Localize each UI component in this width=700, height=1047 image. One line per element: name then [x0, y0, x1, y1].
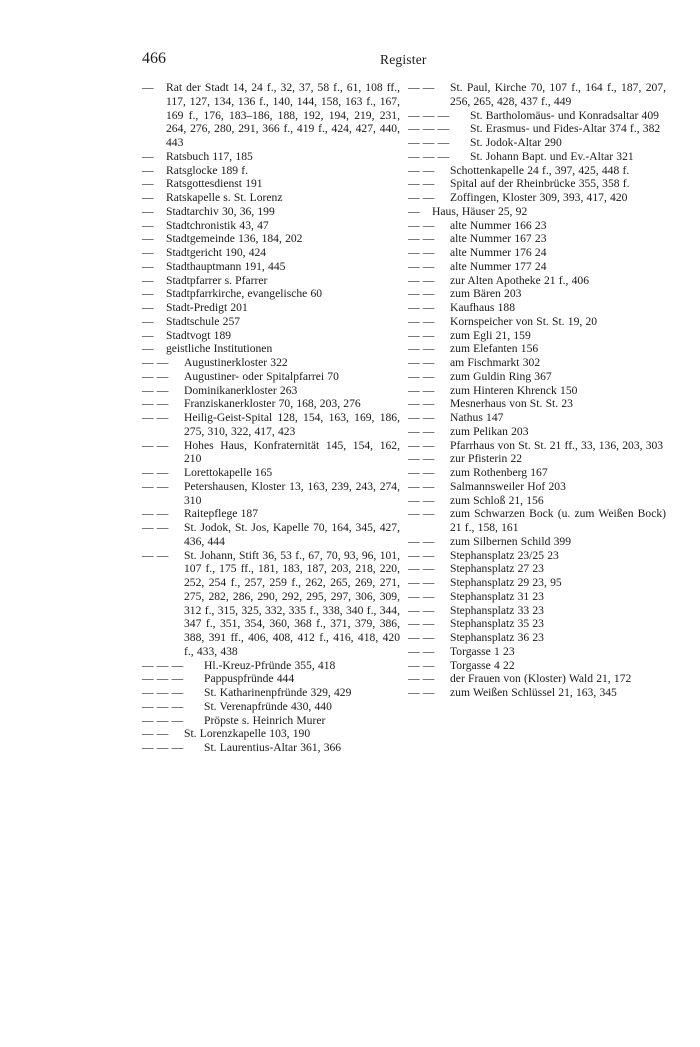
- level-dash: [408, 122, 449, 136]
- index-entry: [142, 466, 400, 480]
- index-entry-text: Stadtpfarrer s. Pfarrer: [166, 273, 268, 287]
- level-dash: [142, 411, 168, 425]
- index-entry-text: St. Johann, Stift 36, 53 f., 67, 70, 93, 96, 101, 107 f., 175 ff., 181, 183, 187, 203, 218, 220, 252, 254 f., 257, 259 f., 262, 265, 269, 271, 275, 282, 286, 290, 292, 295, 297, 306, 309, 312 f., 315, 325, 332, 335 f., 338, 340 f., 344, 347 f., 351, 354, 360, 368 f., 371, 379, 386, 388, 391 ff., 406, 408, 412 f., 416, 418, 420 f., 433, 438: [184, 548, 400, 658]
- level-dash: [408, 672, 434, 686]
- index-entry-text: Nathus 147: [450, 411, 504, 424]
- index-entry-text: Ratsbuch 117, 185: [166, 149, 253, 163]
- level-dash: [142, 232, 154, 246]
- index-entry-text: alte Nummer 177 24: [450, 259, 547, 273]
- index-entry: [142, 397, 400, 411]
- index-entry: [408, 480, 666, 494]
- level-dash: [142, 741, 183, 755]
- level-dash: [142, 301, 154, 315]
- index-entry: [142, 672, 400, 686]
- index-entry: [408, 191, 666, 205]
- level-dash: [408, 590, 434, 604]
- index-entry-text: Mesnerhaus von St. St. 23: [450, 397, 573, 411]
- index-entry-text: Lorettokapelle 165: [184, 466, 273, 479]
- level-dash: [408, 452, 434, 466]
- index-entry-text: zum Silbernen Schild 399: [450, 534, 572, 548]
- index-entry: [142, 700, 400, 714]
- index-entry-text: St. Paul, Kirche 70, 107 f., 164 f., 187, 207, 256, 265, 428, 437 f., 449: [450, 81, 666, 108]
- page-number: 466: [142, 50, 166, 67]
- index-entry: [142, 741, 400, 755]
- level-dash: [408, 397, 434, 411]
- level-dash: [408, 301, 434, 315]
- level-dash: [142, 672, 183, 686]
- index-entry-text: zum Schwarzen Bock (u. zum Weißen Bock) 21 f., 158, 161: [450, 507, 666, 534]
- index-entry-text: Stadtarchiv 30, 36, 199: [166, 204, 275, 218]
- index-entry-text: Stadtschule 257: [166, 314, 241, 328]
- level-dash: [408, 246, 434, 260]
- level-dash: [142, 397, 168, 411]
- index-entry-text: Haus, Häuser 25, 92: [432, 204, 528, 218]
- level-dash: [408, 136, 449, 150]
- index-entry: [408, 494, 666, 508]
- index-entry: [408, 246, 666, 260]
- level-dash: [142, 507, 168, 521]
- level-dash: [408, 659, 434, 673]
- level-dash: [408, 370, 434, 384]
- index-entry-text: zum Pelikan 203: [450, 424, 529, 438]
- index-entry: [142, 260, 400, 274]
- index-entry: [408, 136, 666, 150]
- index-entry-text: geistliche Institutionen: [166, 342, 273, 356]
- level-dash: [408, 260, 434, 274]
- index-entry: [408, 645, 666, 659]
- index-entry: [408, 562, 666, 576]
- index-entry-text: Augustiner- oder Spitalpfarrei 70: [184, 369, 339, 383]
- level-dash: [408, 645, 434, 659]
- level-dash: [142, 549, 168, 563]
- level-dash: [142, 370, 168, 384]
- index-entry: [142, 301, 400, 315]
- index-entry-text: St. Johann Bapt. und Ev.-Altar 321: [470, 149, 634, 163]
- index-entry: [142, 81, 400, 150]
- index-entry-text: Stephansplatz 36 23: [450, 631, 544, 644]
- level-dash: [408, 356, 434, 370]
- level-dash: [408, 507, 434, 521]
- index-entry-text: Ratskapelle s. St. Lorenz: [166, 191, 283, 204]
- index-entry: [142, 714, 400, 728]
- index-entry: [408, 287, 666, 301]
- level-dash: [142, 287, 154, 301]
- index-entry-text: Hohes Haus, Konfraternität 145, 154, 162, 210: [184, 438, 400, 466]
- index-entry-text: Petershausen, Kloster 13, 163, 239, 243, 274, 310: [184, 479, 400, 507]
- level-dash: [408, 535, 434, 549]
- index-entry-text: St. Erasmus- und Fides-Altar 374 f., 382: [470, 122, 661, 136]
- level-dash: [142, 219, 154, 233]
- level-dash: [142, 329, 154, 343]
- index-entry: [142, 287, 400, 301]
- level-dash: [142, 727, 168, 741]
- index-entry: [408, 150, 666, 164]
- level-dash: [408, 494, 434, 508]
- index-entry-text: Augustinerkloster 322: [184, 356, 288, 369]
- level-dash: [408, 549, 434, 563]
- index-entry: [142, 480, 400, 508]
- index-entry: [142, 549, 400, 659]
- level-dash: [408, 164, 434, 178]
- level-dash: [142, 260, 154, 274]
- index-entry-text: der Frauen von (Kloster) Wald 21, 172: [450, 672, 632, 686]
- index-entry: [142, 384, 400, 398]
- level-dash: [408, 425, 434, 439]
- index-entry: [408, 177, 666, 191]
- index-entry-text: Pappuspfründe 444: [204, 672, 295, 686]
- level-dash: [408, 315, 434, 329]
- index-entry-text: Stadthauptmann 191, 445: [166, 259, 286, 273]
- level-dash: [142, 356, 168, 370]
- index-entry-text: Stephansplatz 31 23: [450, 589, 544, 603]
- level-dash: [142, 686, 183, 700]
- level-dash: [408, 274, 434, 288]
- level-dash: [142, 659, 183, 673]
- index-entry-text: Stadtchronistik 43, 47: [166, 218, 269, 232]
- index-entry: [408, 232, 666, 246]
- index-entry-text: St. Lorenzkapelle 103, 190: [184, 727, 311, 741]
- level-dash: [408, 617, 434, 631]
- index-entry-text: zum Egli 21, 159: [450, 328, 531, 342]
- index-entry: [142, 507, 400, 521]
- index-entry: [408, 397, 666, 411]
- level-dash: [142, 466, 168, 480]
- level-dash: [408, 219, 434, 233]
- index-entry-text: zum Rothenberg 167: [450, 466, 548, 479]
- level-dash: [408, 604, 434, 618]
- index-entry-text: Torgasse 1 23: [450, 644, 515, 658]
- index-entry: [142, 177, 400, 191]
- index-entry-text: St. Katharinenpfründe 329, 429: [204, 686, 352, 699]
- index-entry: [408, 466, 666, 480]
- index-entry-text: St. Jodok, St. Jos, Kapelle 70, 164, 345, 427, 436, 444: [184, 521, 400, 548]
- index-entry-text: Stadtvogt 189: [166, 328, 232, 342]
- index-entry-text: Raitepflege 187: [184, 507, 259, 521]
- index-entry: [142, 219, 400, 233]
- index-entry-text: Kaufhaus 188: [450, 301, 516, 314]
- level-dash: [142, 205, 154, 219]
- level-dash: [142, 164, 154, 178]
- level-dash: [408, 342, 434, 356]
- index-entry: [408, 315, 666, 329]
- level-dash: [142, 342, 154, 356]
- level-dash: [408, 150, 449, 164]
- index-entry-text: Ratsglocke 189 f.: [166, 163, 249, 177]
- level-dash: [142, 81, 154, 95]
- index-entry: [408, 617, 666, 631]
- index-entry-text: Stadtgemeinde 136, 184, 202: [166, 232, 303, 246]
- level-dash: [142, 315, 154, 329]
- index-entry-text: Schottenkapelle 24 f., 397, 425, 448 f.: [450, 163, 630, 177]
- index-entry: [142, 329, 400, 343]
- index-entry-text: Rat der Stadt 14, 24 f., 32, 37, 58 f., 61, 108 ff., 117, 127, 134, 136 f., 140, 144, 158, 163 f., 167, 169 f., 176, 183–186, 188, 192, 194, 219, 231, 264, 276, 280, 291, 366 f., 419 f., 424, 427, 440, 443: [166, 81, 400, 149]
- index-entry: [142, 521, 400, 549]
- index-entry-text: Torgasse 4 22: [450, 658, 515, 672]
- index-entry-text: St. Laurentius-Altar 361, 366: [204, 741, 342, 754]
- index-entry-text: zum Elefanten 156: [450, 342, 539, 356]
- level-dash: [408, 287, 434, 301]
- index-entry: [142, 342, 400, 356]
- index-entry: [408, 370, 666, 384]
- index-entry-text: zum Hinteren Khrenck 150: [450, 383, 578, 397]
- level-dash: [408, 411, 434, 425]
- index-entry: [408, 549, 666, 563]
- index-entry: [408, 122, 666, 136]
- index-entry: [142, 356, 400, 370]
- level-dash: [142, 439, 168, 453]
- index-entry-text: St. Verenapfründe 430, 440: [204, 699, 332, 713]
- index-entry: [408, 631, 666, 645]
- index-entry-text: alte Nummer 166 23: [450, 218, 547, 232]
- level-dash: [142, 177, 154, 191]
- index-entry-text: am Fischmarkt 302: [450, 356, 541, 369]
- level-dash: [408, 177, 434, 191]
- index-entry: [408, 219, 666, 233]
- level-dash: [408, 384, 434, 398]
- level-dash: [408, 631, 434, 645]
- index-entry-text: alte Nummer 167 23: [450, 232, 547, 246]
- level-dash: [142, 384, 168, 398]
- index-entry-text: Kornspeicher von St. St. 19, 20: [450, 314, 598, 328]
- index-entry-text: Pfarrhaus von St. St. 21 ff., 33, 136, 203, 303: [450, 438, 664, 452]
- running-head: Register: [380, 52, 427, 67]
- index-entry-text: Zoffingen, Kloster 309, 393, 417, 420: [450, 191, 628, 204]
- index-entry: [408, 604, 666, 618]
- index-entry-text: Stadtgericht 190, 424: [166, 246, 267, 259]
- index-entry: [408, 439, 666, 453]
- index-column-left: [142, 81, 400, 755]
- level-dash: [408, 439, 434, 453]
- index-entry: [408, 507, 666, 535]
- index-entry-text: Salmannsweiler Hof 203: [450, 479, 566, 493]
- level-dash: [142, 246, 154, 260]
- index-entry: [142, 727, 400, 741]
- index-entry: [142, 246, 400, 260]
- index-entry: [142, 315, 400, 329]
- level-dash: [408, 480, 434, 494]
- level-dash: [408, 686, 434, 700]
- index-entry: [408, 164, 666, 178]
- index-entry: [408, 672, 666, 686]
- level-dash: [142, 700, 183, 714]
- index-entry: [408, 384, 666, 398]
- level-dash: [408, 232, 434, 246]
- level-dash: [408, 205, 420, 219]
- level-dash: [408, 329, 434, 343]
- index-entry-text: Stadtpfarrkirche, evangelische 60: [166, 287, 323, 301]
- level-dash: [142, 191, 154, 205]
- index-entry: [142, 439, 400, 467]
- index-entry: [408, 356, 666, 370]
- index-entry: [408, 659, 666, 673]
- index-entry: [142, 164, 400, 178]
- index-entry: [142, 232, 400, 246]
- index-entry: [408, 425, 666, 439]
- level-dash: [142, 150, 154, 164]
- level-dash: [142, 480, 168, 494]
- index-entry: [408, 590, 666, 604]
- index-entry: [142, 659, 400, 673]
- index-entry-text: zur Pfisterin 22: [450, 452, 523, 466]
- index-entry: [142, 411, 400, 439]
- index-entry: [408, 686, 666, 700]
- index-entry: [408, 205, 666, 219]
- level-dash: [408, 191, 434, 205]
- level-dash: [408, 109, 449, 123]
- index-entry-text: Heilig-Geist-Spital 128, 154, 163, 169, 186, 275, 310, 322, 417, 423: [184, 411, 400, 438]
- index-entry-text: Spital auf der Rheinbrücke 355, 358 f.: [450, 177, 630, 191]
- level-dash: [142, 714, 183, 728]
- index-entry: [142, 370, 400, 384]
- level-dash: [408, 81, 434, 95]
- index-entry-text: zur Alten Apotheke 21 f., 406: [450, 273, 589, 287]
- index-entry-text: zum Weißen Schlüssel 21, 163, 345: [450, 686, 617, 699]
- index-entry-text: alte Nummer 176 24: [450, 246, 547, 259]
- index-entry: [142, 686, 400, 700]
- index-entry-text: Stephansplatz 27 23: [450, 562, 544, 576]
- index-entry-text: Dominikanerkloster 263: [184, 383, 298, 397]
- index-entry-text: St. Jodok-Altar 290: [470, 136, 562, 149]
- index-entry: [408, 301, 666, 315]
- index-entry-text: zum Schloß 21, 156: [450, 493, 544, 507]
- index-entry: [142, 150, 400, 164]
- index-entry-text: St. Bartholomäus- und Konradsaltar 409: [470, 108, 659, 122]
- level-dash: [408, 576, 434, 590]
- index-entry-text: Franziskanerkloster 70, 168, 203, 276: [184, 397, 361, 411]
- index-entry: [408, 109, 666, 123]
- index-entry: [408, 535, 666, 549]
- index-entry-text: zum Guldin Ring 367: [450, 369, 552, 383]
- index-entry-text: Hl.-Kreuz-Pfründe 355, 418: [204, 658, 336, 672]
- index-entry: [408, 260, 666, 274]
- level-dash: [408, 466, 434, 480]
- level-dash: [142, 274, 154, 288]
- index-column-right: [408, 81, 666, 700]
- index-entry-text: Stadt-Predigt 201: [166, 301, 248, 314]
- index-entry-text: Ratsgottesdienst 191: [166, 177, 263, 191]
- index-entry: [408, 81, 666, 109]
- index-entry: [408, 576, 666, 590]
- index-entry: [408, 342, 666, 356]
- index-entry: [142, 274, 400, 288]
- index-entry: [408, 452, 666, 466]
- index-entry-text: zum Bären 203: [450, 287, 522, 301]
- index-entry-text: Stephansplatz 29 23, 95: [450, 576, 562, 589]
- level-dash: [142, 521, 168, 535]
- index-entry: [142, 205, 400, 219]
- index-entry: [142, 191, 400, 205]
- index-entry-text: Stephansplatz 23/25 23: [450, 548, 559, 562]
- index-entry-text: Stephansplatz 35 23: [450, 617, 544, 631]
- level-dash: [408, 562, 434, 576]
- index-entry: [408, 329, 666, 343]
- index-entry: [408, 274, 666, 288]
- index-entry-text: Stephansplatz 33 23: [450, 603, 544, 617]
- index-entry-text: Pröpste s. Heinrich Murer: [204, 713, 326, 727]
- index-entry: [408, 411, 666, 425]
